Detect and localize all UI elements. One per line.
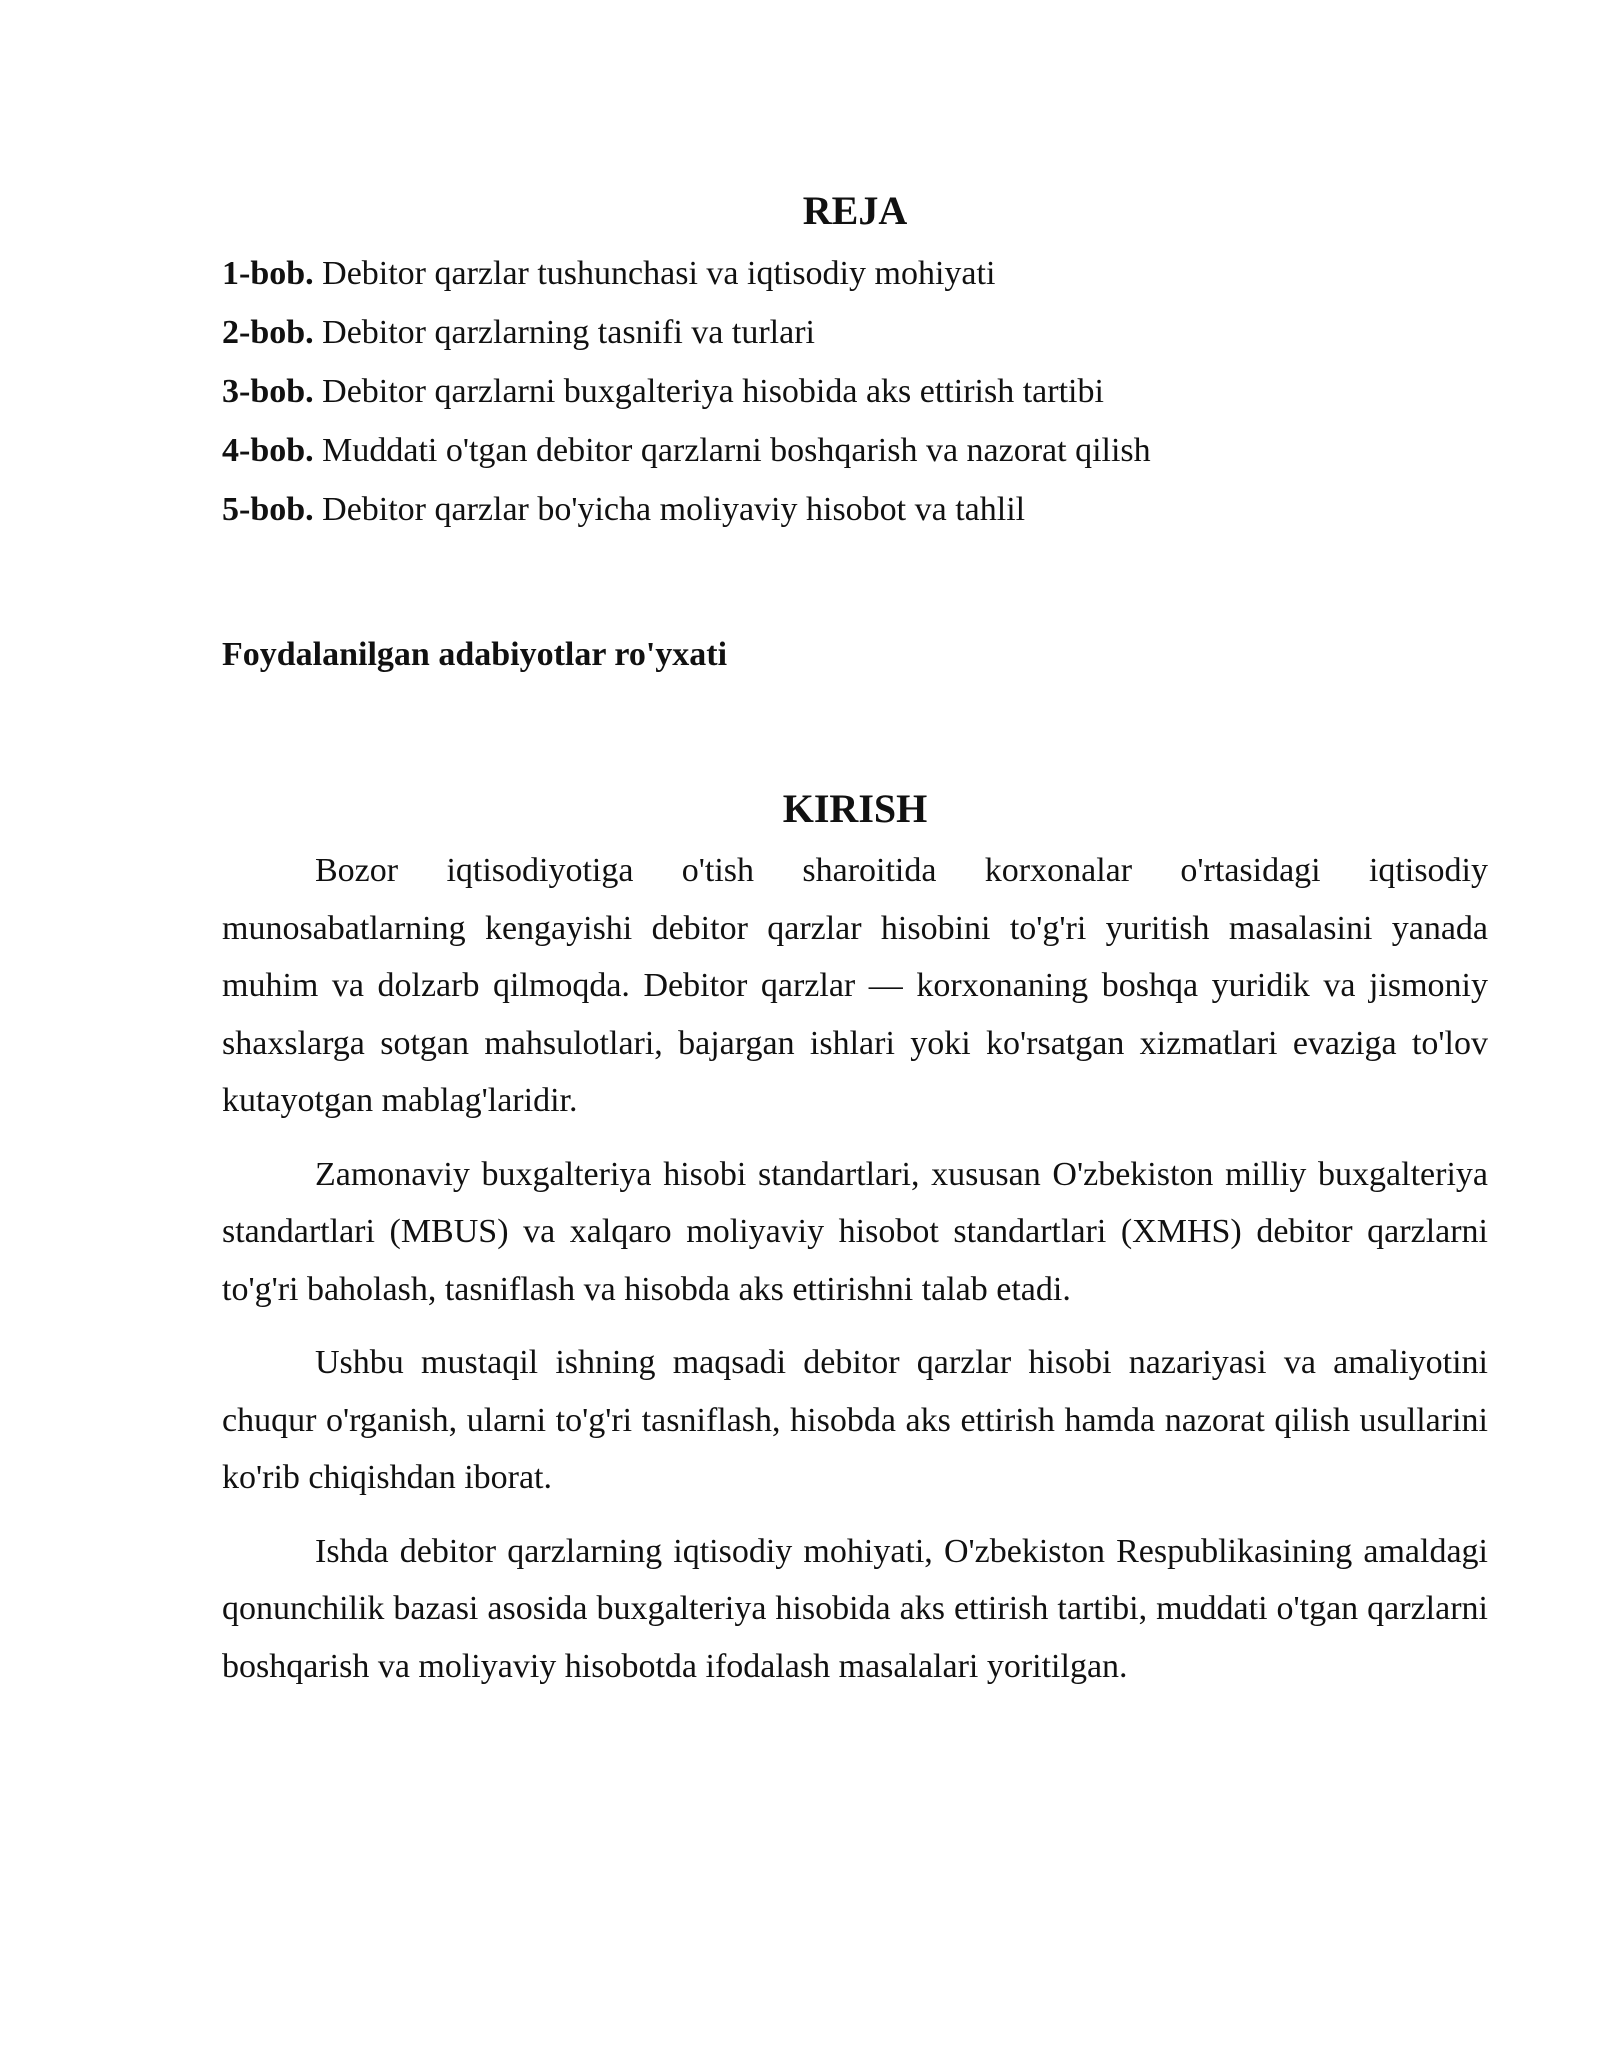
intro-paragraph: Ishda debitor qarzlarning iqtisodiy mohiyati, O'zbekiston Respublikasining amaldagi qonunchilik bazasi asosida buxgalteriya hisobida aks ettirish tartibi, muddati o'tgan qarzlarni boshqarish va moliyaviy hisobotda ifodalash masalalari yoritilgan.: [222, 1532, 1488, 1685]
document-content: [222, 178, 1488, 1711]
plan-item: [222, 303, 1488, 362]
plan-item: [222, 244, 1488, 303]
plan-item-text: Debitor qarzlar bo'yicha moliyaviy hisobot va tahlil: [322, 491, 1026, 528]
plan-item-number: 4-bob.: [222, 432, 314, 469]
plan-title: REJA: [802, 188, 908, 233]
plan-item-text: Muddati o'tgan debitor qarzlarni boshqarish va nazorat qilish: [322, 432, 1151, 469]
plan-item-text: Debitor qarzlar tushunchasi va iqtisodiy mohiyati: [322, 255, 996, 292]
intro-title: KIRISH: [782, 786, 928, 831]
plan-item-text: Debitor qarzlarning tasnifi va turlari: [322, 314, 815, 351]
plan-item-number: 2-bob.: [222, 314, 314, 351]
plan-item-number: 5-bob.: [222, 491, 314, 528]
intro-paragraph: Ushbu mustaqil ishning maqsadi debitor qarzlar hisobi nazariyasi va amaliyotini chuqur o'rganish, ularni to'g'ri tasniflash, hisobda aks ettirish hamda nazorat qilish usullarini ko'rib chiqishdan iborat.: [222, 1344, 1488, 1496]
literature-heading: Foydalanilgan adabiyotlar ro'yxati: [222, 636, 728, 673]
plan-item: [222, 362, 1488, 421]
plan-item-text: Debitor qarzlarni buxgalteriya hisobida aks ettirish tartibi: [322, 373, 1104, 410]
plan-item-number: 3-bob.: [222, 373, 314, 410]
plan-item: [222, 421, 1488, 480]
plan-list: [222, 244, 1488, 539]
plan-item-number: 1-bob.: [222, 255, 314, 292]
intro-paragraph: Zamonaviy buxgalteriya hisobi standartlari, xususan O'zbekiston milliy buxgalteriya standartlari (MBUS) va xalqaro moliyaviy hisobot standartlari (XMHS) debitor qarzlarni to'g'ri baholash, tasniflash va hisobda aks ettirishni talab etadi.: [222, 1155, 1488, 1308]
plan-item: [222, 480, 1488, 539]
intro-paragraph: Bozor iqtisodiyotiga o'tish sharoitida korxonalar o'rtasidagi iqtisodiy munosabatlarning kengayishi debitor qarzlar hisobini to'g'ri yuritish masalasini yanada muhim va dolzarb qilmoqda. Debitor qarzlar — korxonaning boshqa yuridik va jismoniy shaxslarga sotgan mahsulotlari, bajargan ishlari yoki ko'rsatgan xizmatlari evaziga to'lov kutayotgan mablag'laridir.: [222, 852, 1488, 1119]
